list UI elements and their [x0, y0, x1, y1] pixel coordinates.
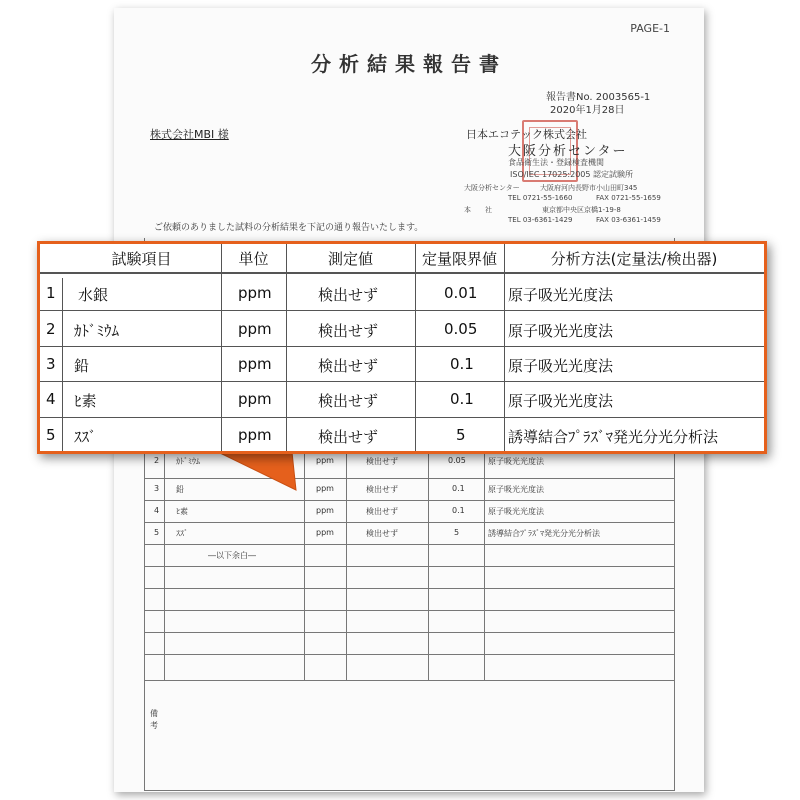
row-2-value: 検出せず — [318, 322, 379, 340]
bg-row-4-value: 検出せず — [366, 507, 398, 516]
bg-row-line — [144, 588, 674, 589]
bg-row-5-no: 5 — [154, 528, 160, 537]
bg-row-5-unit: ppm — [316, 528, 334, 537]
zoom-row-line — [40, 417, 764, 418]
zoom-row-line — [40, 381, 764, 382]
hq-fax: FAX 03-6361-1459 — [596, 216, 661, 224]
issuer-cert-iso: ISO/IEC 17025:2005 認定試験所 — [510, 170, 634, 179]
remarks-label: 備考 — [150, 709, 158, 730]
bg-row-line — [144, 500, 674, 501]
row-3-value: 検出せず — [318, 357, 379, 375]
bg-row-4-method: 原子吸光光度法 — [488, 507, 544, 516]
row-5-value: 検出せず — [318, 428, 379, 446]
bg-row-line — [144, 566, 674, 567]
row-4-limit: 0.1 — [450, 390, 474, 408]
bg-row-3-item: 鉛 — [176, 485, 184, 494]
zoom-table — [40, 244, 764, 451]
page-label: PAGE-1 — [630, 22, 670, 35]
header-test-item: 試験項目 — [111, 250, 172, 268]
zoom-callout-table — [37, 241, 767, 454]
row-1-limit: 0.01 — [444, 284, 478, 302]
row-4-no: 4 — [46, 390, 56, 408]
row-3-method: 原子吸光光度法 — [508, 357, 614, 375]
bg-row-line — [144, 610, 674, 611]
row-1-item: 水銀 — [78, 286, 109, 304]
bg-row-line — [144, 790, 674, 791]
bg-row-4-limit: 0.1 — [452, 506, 465, 515]
bg-row-3-value: 検出せず — [366, 485, 398, 494]
intro-text: ご依頼のありました試料の分析結果を下記の通り報告いたします。 — [154, 223, 424, 233]
zoom-col-line — [62, 278, 63, 451]
zoom-row-line — [40, 310, 764, 311]
row-2-method: 原子吸光光度法 — [508, 322, 614, 340]
bg-row-4-no: 4 — [154, 506, 160, 515]
bg-table-method-divider — [484, 448, 485, 680]
issuer-company: 日本エコテック株式会社 — [466, 128, 587, 141]
row-3-item: 鉛 — [74, 357, 90, 375]
bg-table-value-divider — [346, 448, 347, 680]
osaka-fax: FAX 0721-55-1659 — [596, 194, 661, 202]
row-5-method: 誘導結合ﾌﾟﾗｽﾞﾏ発光分光分析法 — [508, 428, 719, 446]
row-5-item: ｽｽﾞ — [74, 428, 97, 446]
row-3-limit: 0.1 — [450, 355, 474, 373]
row-4-unit: ppm — [238, 390, 272, 408]
bg-row-3-no: 3 — [154, 484, 160, 493]
client-name: 株式会社MBI 様 — [150, 128, 229, 141]
bg-table-limit-divider — [428, 448, 429, 680]
bg-row-line — [144, 654, 674, 655]
osaka-tel: TEL 0721-55-1660 — [508, 194, 573, 202]
bg-row-2-no: 2 — [154, 456, 160, 465]
header-unit: 単位 — [238, 250, 269, 268]
hq-address: 東京都中央区京橋1-19-8 — [542, 206, 621, 214]
end-marker: ―以下余白― — [208, 551, 256, 560]
bg-row-5-method: 誘導結合ﾌﾟﾗｽﾞﾏ発光分光分析法 — [488, 529, 600, 538]
header-measured-value: 測定値 — [327, 250, 373, 268]
row-5-no: 5 — [46, 426, 56, 444]
zoom-row-line — [40, 272, 764, 274]
row-4-value: 検出せず — [318, 392, 379, 410]
document-title: 分析結果報告書 — [311, 52, 507, 76]
row-5-unit: ppm — [238, 426, 272, 444]
row-1-value: 検出せず — [318, 286, 379, 304]
row-2-unit: ppm — [238, 320, 272, 338]
bg-row-line — [144, 544, 674, 545]
zoom-col-line — [286, 244, 287, 451]
zoom-col-line — [221, 244, 222, 451]
bg-row-2-unit: ppm — [316, 456, 334, 465]
row-1-method: 原子吸光光度法 — [508, 286, 614, 304]
bg-row-4-unit: ppm — [316, 506, 334, 515]
bg-row-2-limit: 0.05 — [448, 456, 466, 465]
row-1-no: 1 — [46, 284, 56, 302]
bg-row-3-unit: ppm — [316, 484, 334, 493]
osaka-address: 大阪府河内長野市小山田町345 — [540, 184, 638, 192]
bg-row-5-value: 検出せず — [366, 529, 398, 538]
row-3-no: 3 — [46, 355, 56, 373]
issuer-center: 大阪分析センター — [508, 144, 628, 159]
bg-row-4-item: ﾋ素 — [176, 507, 188, 516]
bg-row-2-value: 検出せず — [366, 457, 398, 466]
bg-row-3-method: 原子吸光光度法 — [488, 485, 544, 494]
report-date: 2020年1月28日 — [550, 105, 625, 116]
row-4-item: ﾋ素 — [74, 392, 97, 410]
bg-row-2-method: 原子吸光光度法 — [488, 457, 544, 466]
bg-row-5-item: ｽｽﾞ — [176, 529, 188, 538]
bg-row-line — [144, 680, 674, 681]
hq-label: 本 社 — [464, 206, 492, 214]
header-quantitation-limit: 定量限界値 — [421, 250, 497, 268]
zoom-col-line — [504, 244, 505, 451]
row-3-unit: ppm — [238, 355, 272, 373]
row-2-limit: 0.05 — [444, 320, 478, 338]
zoom-col-line — [415, 244, 416, 451]
bg-row-5-limit: 5 — [454, 528, 460, 537]
row-2-item: ｶﾄﾞﾐｳﾑ — [74, 322, 120, 340]
row-2-no: 2 — [46, 320, 56, 338]
bg-table-unit-divider — [304, 448, 305, 680]
row-4-method: 原子吸光光度法 — [508, 392, 614, 410]
bg-table-no-divider — [164, 448, 165, 680]
bg-row-3-limit: 0.1 — [452, 484, 465, 493]
osaka-label: 大阪分析センター — [464, 184, 520, 192]
bg-row-2-item: ｶﾄﾞﾐｳﾑ — [176, 457, 200, 466]
row-5-limit: 5 — [456, 426, 466, 444]
bg-row-line — [144, 632, 674, 633]
header-analysis-method: 分析方法(定量法/検出器) — [550, 250, 718, 268]
zoom-row-line — [40, 346, 764, 347]
issuer-cert-food: 食品衛生法・登録検査機関 — [508, 158, 604, 167]
row-1-unit: ppm — [238, 284, 272, 302]
report-number: 報告書No. 2003565-1 — [546, 92, 651, 103]
callout-pointer — [200, 448, 300, 498]
hq-tel: TEL 03-6361-1429 — [508, 216, 573, 224]
bg-row-line — [144, 522, 674, 523]
